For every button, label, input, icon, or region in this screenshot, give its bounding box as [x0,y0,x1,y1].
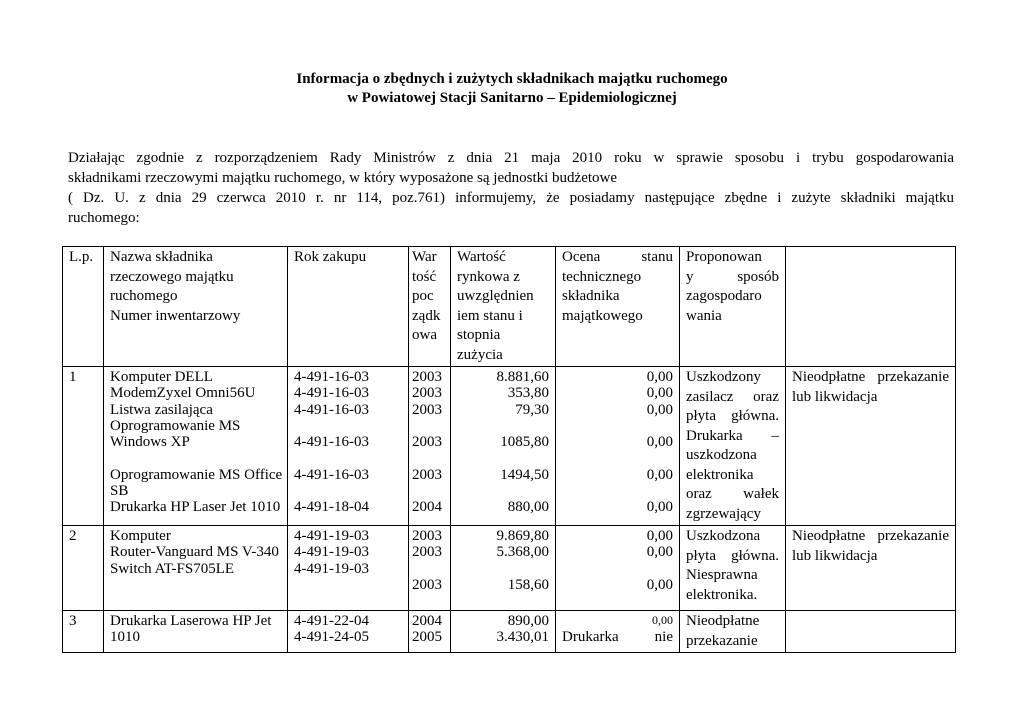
intro-line: ( Dz. U. z dnia 29 czerwca 2010 r. nr 114, poz.761) informujemy, że posiadamy następujące zbędne i zużyte składniki majątku [68,190,954,206]
row-years: 4-491-16-03 4-491-16-03 4-491-16-03 4-491-16-03 4-491-16-03 4-491-18-04 [288,367,409,526]
intro-line: ruchomego: [68,210,140,226]
intro-paragraph-2 [68,188,954,228]
table-row [63,526,956,611]
header-proposed: Proponowan y sposób zagospodaro wania [680,247,786,367]
assets-table [62,246,956,653]
table-row [63,611,956,653]
row-market-values: 890,00 3.430,01 [451,611,556,653]
intro-paragraph-1 [68,148,954,188]
row-condition-values: 0,00 0,00 0,00 0,00 0,00 0,00 [556,367,680,526]
row-proposed: Nieodpłatne przekazanie lub likwidacja [786,526,956,611]
row-condition-text: Uszkodzona płyta główna. Niesprawna elektronika. [680,526,786,611]
row-initial-values: 2004 2005 [409,611,451,653]
row-lp: 2 [63,526,104,611]
header-name: Nazwa składnika rzeczowego majątku ruchomego Numer inwentarzowy [104,247,288,367]
row-market-values: 8.881,60 353,80 79,30 1085,80 1494,50 880,00 [451,367,556,526]
row-lp: 1 [63,367,104,526]
header-empty [786,247,956,367]
row-names: Komputer DELL ModemZyxel Omni56U Listwa zasilająca Oprogramowanie MS Windows XP Oprogramowanie MS Office SB Drukarka HP Laser Jet 1010 [104,367,288,526]
header-condition: Ocena stanu technicznego składnika majątkowego [556,247,680,367]
intro-line: Działając zgodnie z rozporządzeniem Rady Ministrów z dnia 21 maja 2010 roku w sprawie sposobu i trybu gospodarowania [68,150,954,166]
row-names: Drukarka Laserowa HP Jet 1010 [104,611,288,653]
row-condition-text: Uszkodzony zasilacz oraz płyta główna. Drukarka – uszkodzona elektronika oraz wałek zgrzewający [680,367,786,526]
row-lp: 3 [63,611,104,653]
row-proposed: Nieodpłatne przekazanie lub likwidacja [786,367,956,526]
table-row [63,367,956,526]
table-header-row [63,247,956,367]
header-initial-value: War tość poc ządk owa [409,247,451,367]
row-condition-text: Nieodpłatne przekazanie [680,611,786,653]
row-years: 4-491-19-03 4-491-19-03 4-491-19-03 [288,526,409,611]
document-title-line-2: w Powiatowej Stacji Sanitarno – Epidemiologicznej [347,90,677,106]
document-title-line-1: Informacja o zbędnych i zużytych składnikach majątku ruchomego [296,71,728,87]
row-initial-values: 2003 2003 2003 [409,526,451,611]
header-year: Rok zakupu [288,247,409,367]
row-names: Komputer Router-Vanguard MS V-340 Switch AT-FS705LE [104,526,288,611]
row-years: 4-491-22-04 4-491-24-05 [288,611,409,653]
intro-line: składnikami rzeczowymi majątku ruchomego, w który wyposażone są jednostki budżetowe [68,170,618,186]
row-condition-values: 0,00 0,00 0,00 [556,526,680,611]
row-proposed [786,611,956,653]
row-market-values: 9.869,80 5.368,00 158,60 [451,526,556,611]
header-market-value: Wartość rynkowa z uwzględnien iem stanu i stopnia zużycia [451,247,556,367]
row-condition-values: 0,00 Drukarka nie [556,611,680,653]
row-initial-values: 2003 2003 2003 2003 2003 2004 [409,367,451,526]
header-lp: L.p. [63,247,104,367]
